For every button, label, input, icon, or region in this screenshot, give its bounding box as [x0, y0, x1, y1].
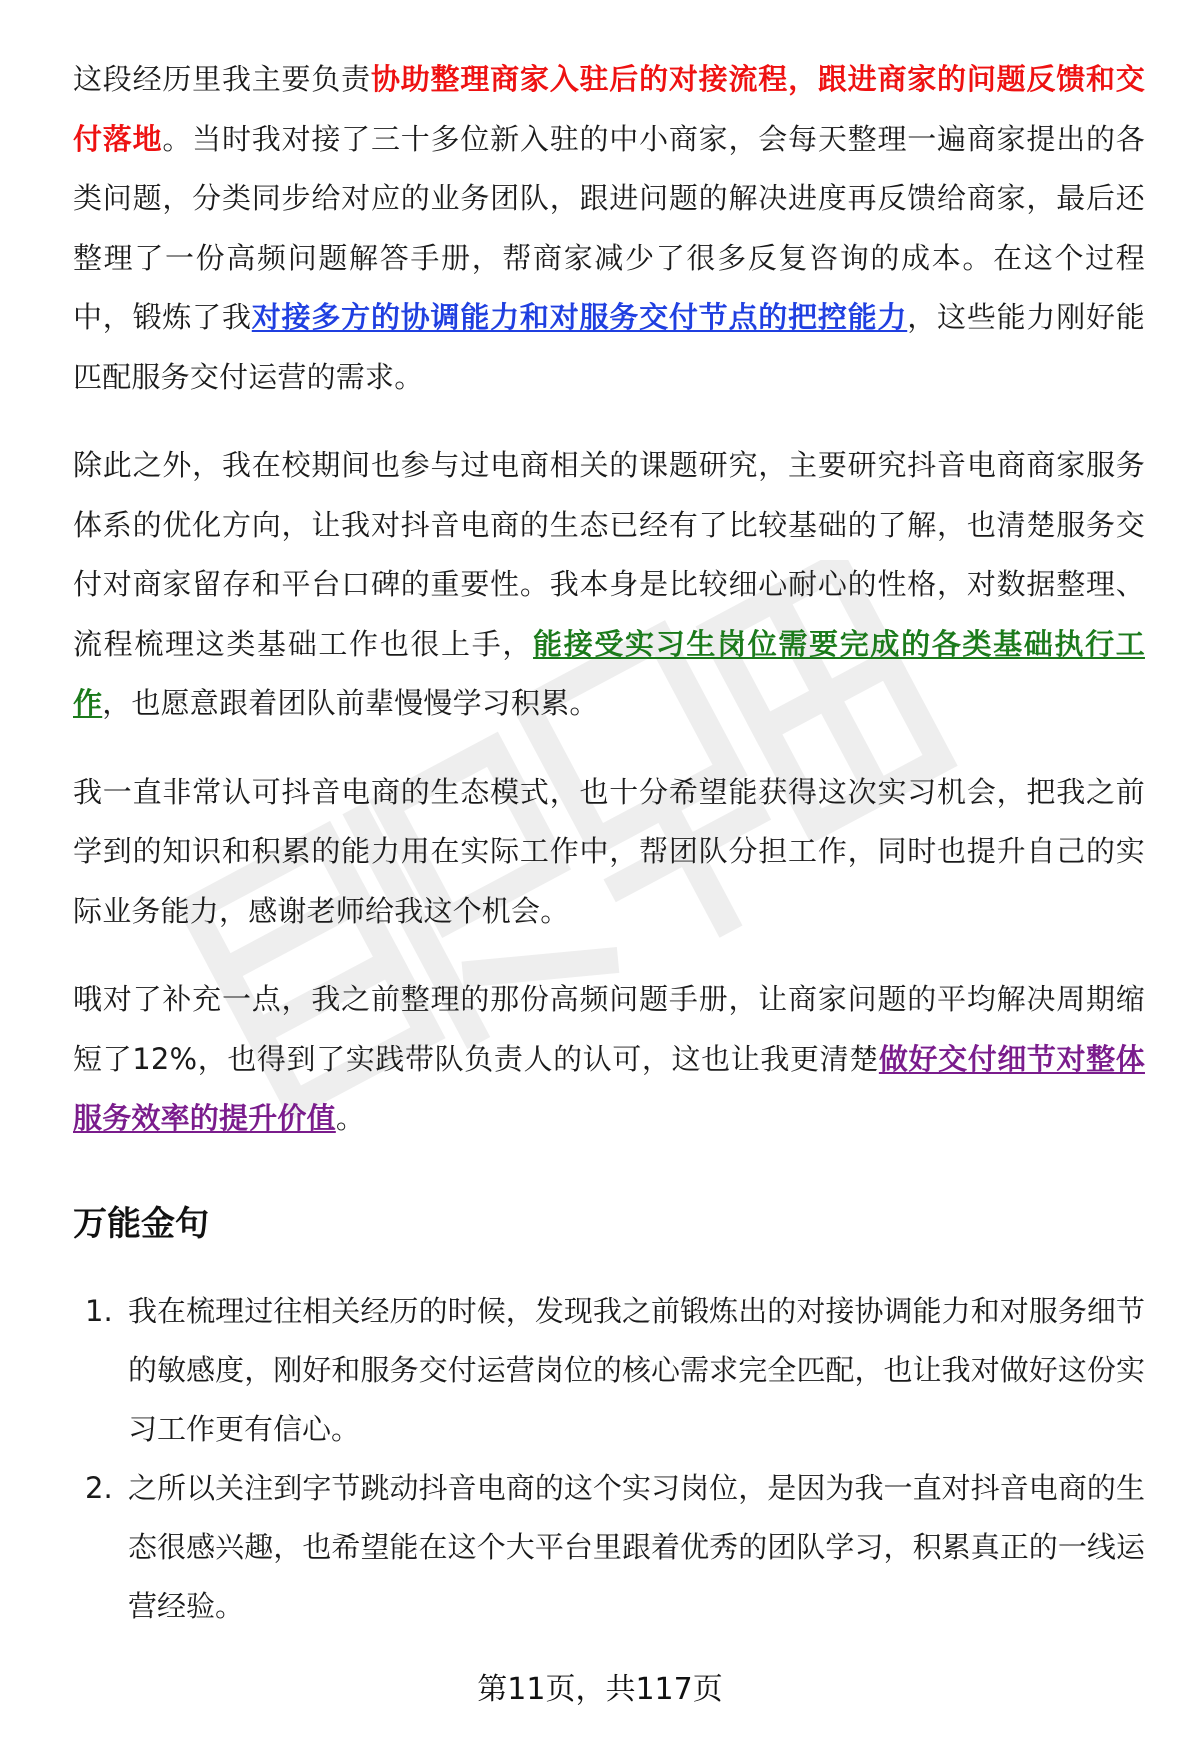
- paragraph-2-text-2: ，也愿意跟着团队前辈慢慢学习积累。: [102, 686, 599, 720]
- paragraph-3: [73, 763, 1145, 942]
- golden-sentences-list: [73, 1282, 1145, 1636]
- paragraph-2-text-1: 除此之外，我在校期间也参与过电商相关的课题研究，主要研究抖音电商商家服务体系的优化方向，让我对抖音电商的生态已经有了比较基础的了解，也清楚服务交付对商家留存和平台口碑的重要性。我本身是比较细心耐心的性格，对数据整理、流程梳理这类基础工作也很上手，: [73, 448, 1145, 661]
- highlight-green-phrase: 能接受实习生岗位需要完成的各类基础执行工作: [73, 626, 1145, 720]
- list-item: [73, 1459, 1145, 1636]
- list-item-number: 1.: [85, 1293, 113, 1328]
- list-item: [73, 1282, 1145, 1459]
- highlight-red-phrase: 协助整理商家入驻后的对接流程，跟进商家的问题反馈和交付落地: [73, 62, 1145, 156]
- paragraph-1-text-3: ，这些能力刚好能匹配服务交付运营的需求。: [73, 300, 1145, 394]
- paragraph-1-text-2: 。当时我对接了三十多位新入驻的中小商家，会每天整理一遍商家提出的各类问题，分类同步给对应的业务团队，跟进问题的解决进度再反馈给商家，最后还整理了一份高频问题解答手册，帮商家减少了很多反复咨询的成本。在这个过程中，锻炼了我: [73, 121, 1145, 334]
- highlight-blue-phrase: 对接多方的协调能力和对服务交付节点的把控能力: [251, 300, 908, 334]
- paragraph-3-text-1: 我一直非常认可抖音电商的生态模式，也十分希望能获得这次实习机会，把我之前学到的知识和积累的能力用在实际工作中，帮团队分担工作，同时也提升自己的实际业务能力，感谢老师给我这个机会。: [73, 774, 1145, 928]
- list-item-text: 我在梳理过往相关经历的时候，发现我之前锻炼出的对接协调能力和对服务细节的敏感度，刚好和服务交付运营岗位的核心需求完全匹配，也让我对做好这份实习工作更有信心。: [128, 1293, 1145, 1446]
- paragraph-2: [73, 436, 1145, 734]
- paragraph-1-text-1: 这段经历里我主要负责: [73, 62, 371, 96]
- page-number: 第11页，共117页: [477, 1672, 723, 1707]
- paragraph-1: [73, 50, 1145, 407]
- section-heading: 万能金句: [73, 1203, 209, 1244]
- list-item-number: 2.: [85, 1470, 113, 1505]
- highlight-purple-phrase: 做好交付细节对整体服务效率的提升价值: [73, 1041, 1145, 1135]
- paragraph-4-text-2: 。: [335, 1101, 366, 1135]
- paragraph-4-text-1: 哦对了补充一点，我之前整理的那份高频问题手册，让商家问题的平均解决周期缩短了12%，也得到了实践带队负责人的认可，这也让我更清楚: [73, 982, 1145, 1076]
- list-item-text: 之所以关注到字节跳动抖音电商的这个实习岗位，是因为我一直对抖音电商的生态很感兴趣，也希望能在这个大平台里跟着优秀的团队学习，积累真正的一线运营经验。: [128, 1470, 1145, 1623]
- paragraph-4: [73, 970, 1145, 1149]
- document-body: [73, 50, 1145, 1636]
